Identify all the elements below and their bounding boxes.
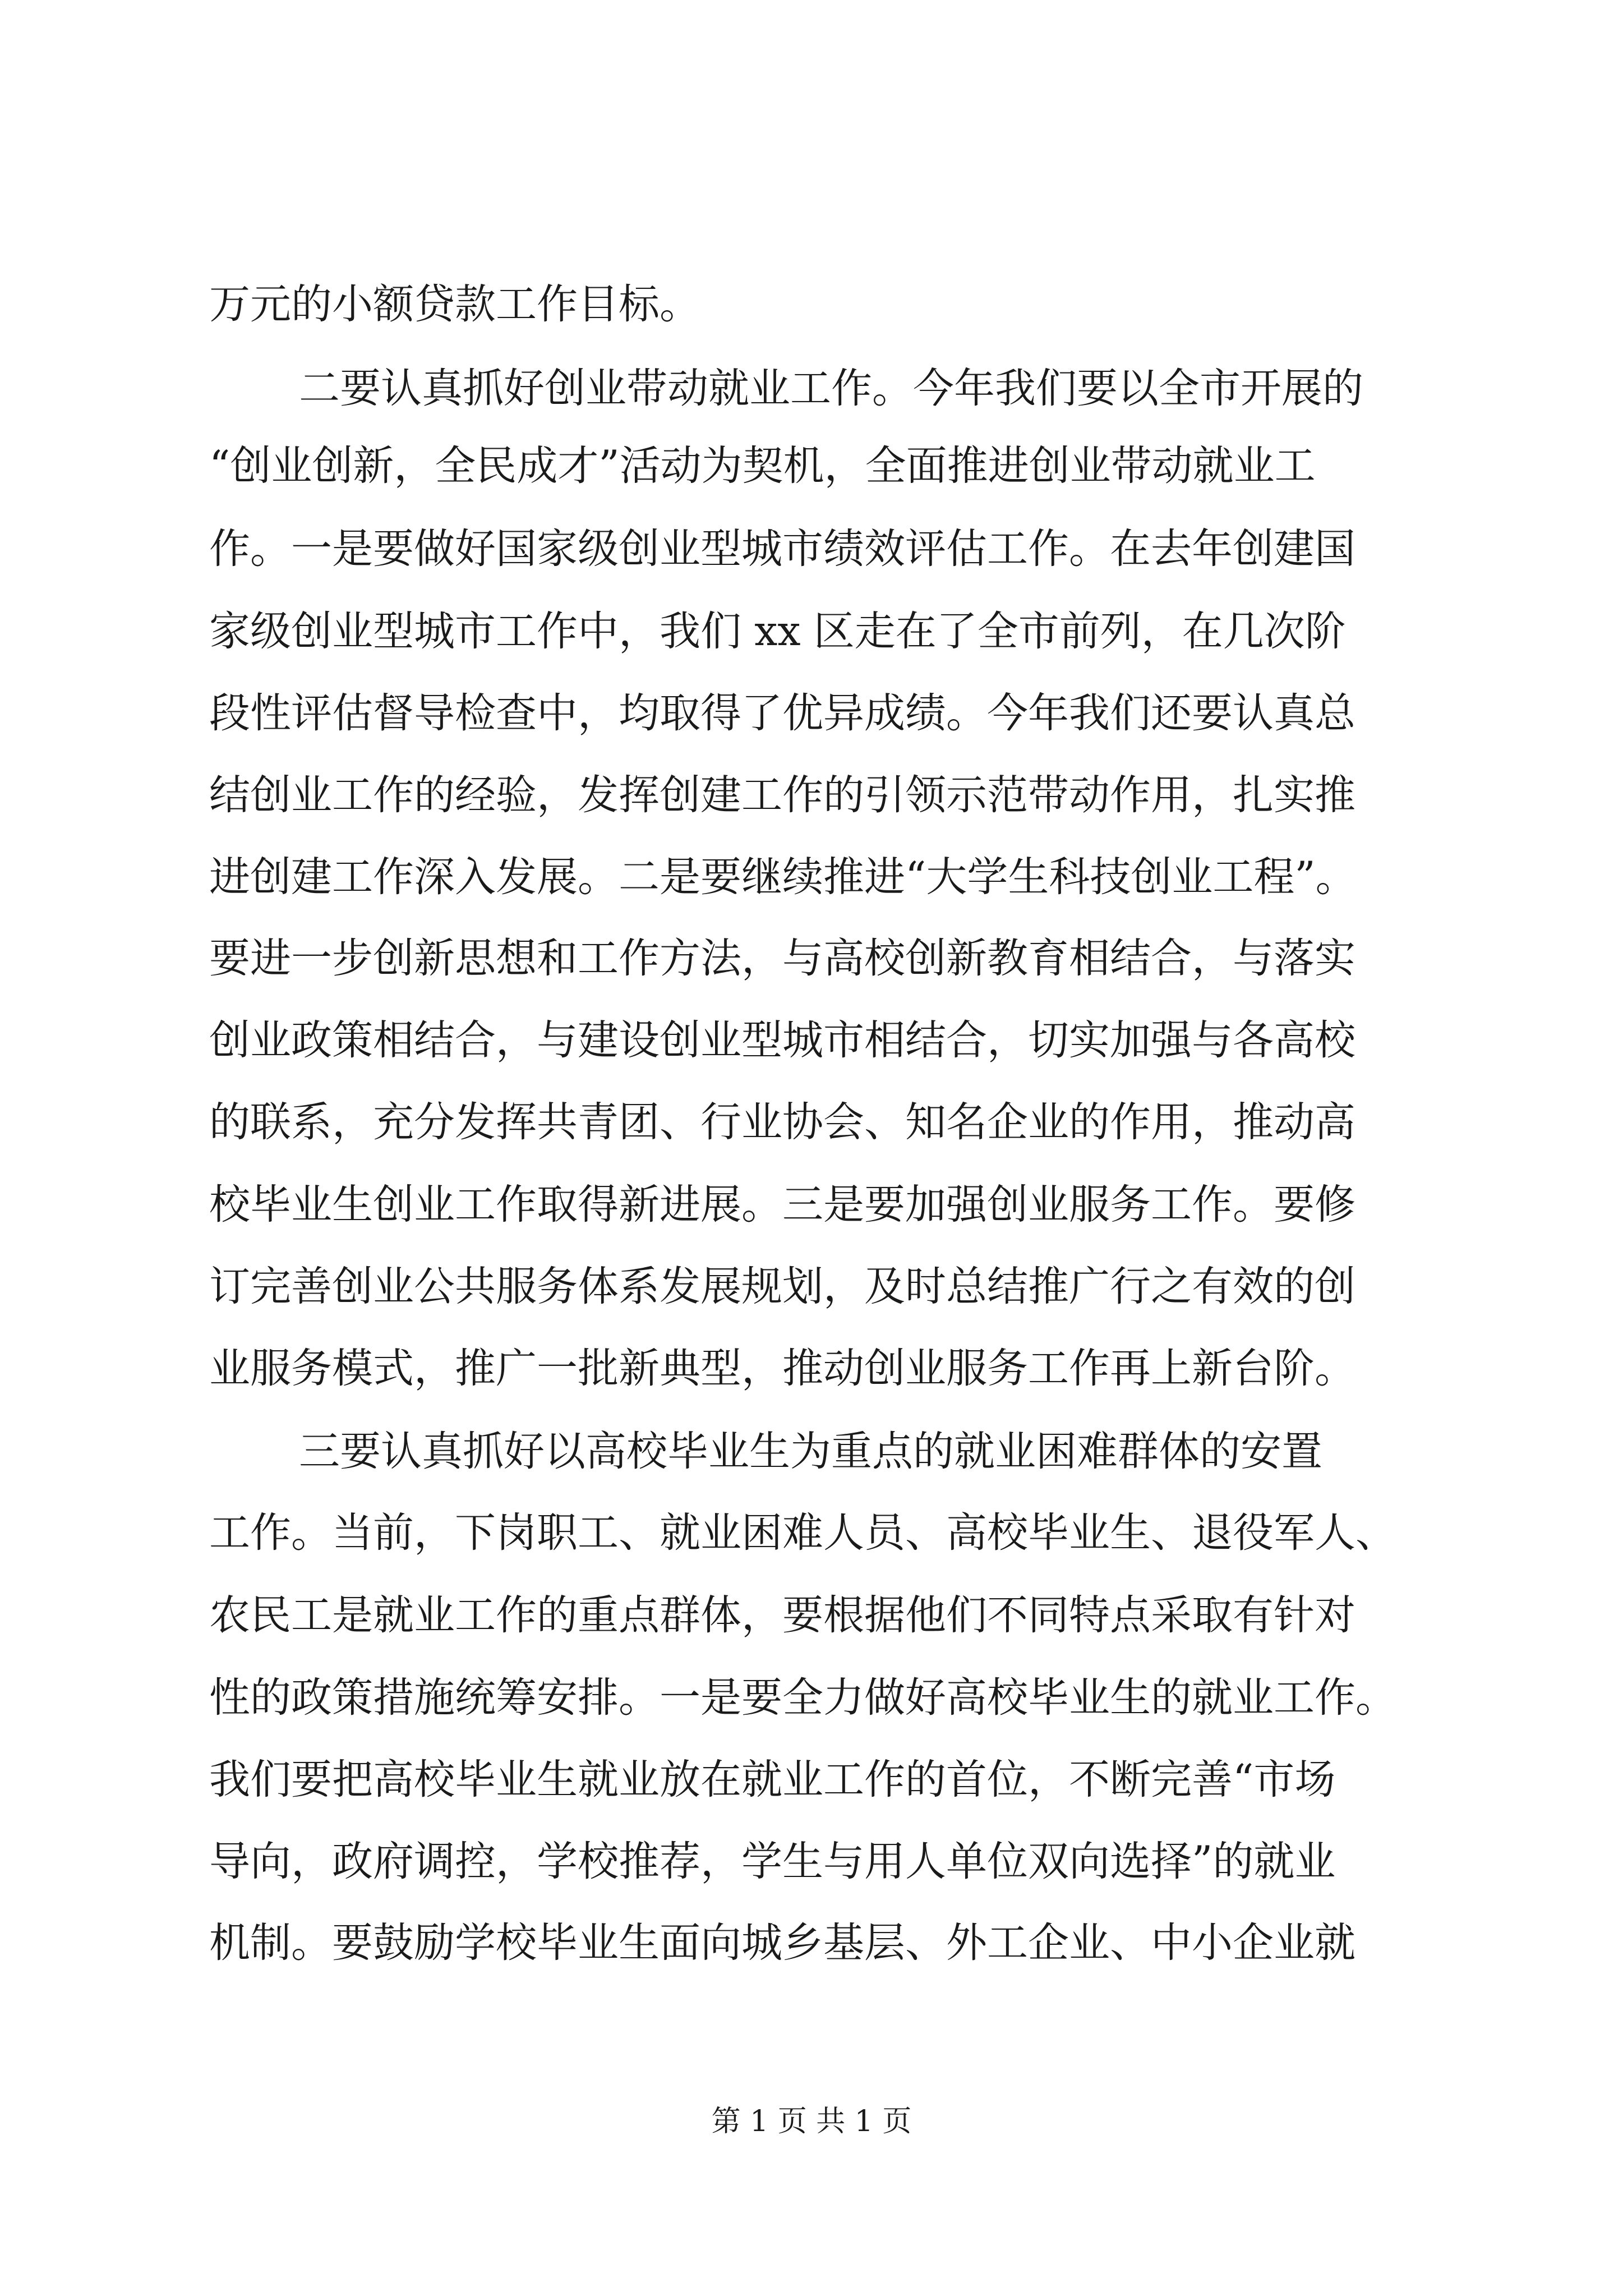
body-text-line: 校毕业生创业工作取得新进展。三是要加强创业服务工作。要修: [209, 1181, 1355, 1228]
body-text-line: 结创业工作的经验，发挥创建工作的引领示范带动作用，扎实推: [209, 771, 1355, 819]
body-text-line: 业服务模式，推广一批新典型，推动创业服务工作再上新台阶。: [209, 1345, 1355, 1392]
body-text-line: 创业政策相结合，与建设创业型城市相结合，切实加强与各高校: [209, 1016, 1355, 1064]
body-text-line: 三要认真抓好以高校毕业生为重点的就业困难群体的安置: [299, 1428, 1322, 1475]
page-footer: 第 1 页 共 1 页: [711, 2105, 912, 2138]
body-text-line: 要进一步创新思想和工作方法，与高校创新教育相结合，与落实: [209, 935, 1355, 982]
body-text-line: 作。一是要做好国家级创业型城市绩效评估工作。在去年创建国: [209, 525, 1355, 573]
body-text-line: 农民工是就业工作的重点群体，要根据他们不同特点采取有针对: [209, 1591, 1355, 1639]
body-text-line: 导向，政府调控，学校推荐，学生与用人单位双向选择”的就业: [209, 1838, 1336, 1885]
body-text-line: 万元的小额贷款工作目标。: [209, 280, 700, 328]
body-text-line: 二要认真抓好创业带动就业工作。今年我们要以全市开展的: [299, 365, 1363, 412]
body-text-line: 我们要把高校毕业生就业放在就业工作的首位，不断完善“市场: [209, 1756, 1336, 1803]
body-text-line: 性的政策措施统筹安排。一是要全力做好高校毕业生的就业工作。: [209, 1674, 1396, 1722]
body-text-line: 家级创业型城市工作中，我们 xx 区走在了全市前列，在几次阶: [209, 608, 1346, 655]
body-text-line: 段性评估督导检查中，均取得了优异成绩。今年我们还要认真总: [209, 689, 1355, 737]
body-text-line: “创业创新，全民成才”活动为契机，全面推进创业带动就业工: [209, 442, 1316, 490]
body-text-line: 机制。要鼓励学校毕业生面向城乡基层、外工企业、中小企业就: [209, 1919, 1355, 1967]
body-text-line: 订完善创业公共服务体系发展规划，及时总结推广行之有效的创: [209, 1263, 1355, 1310]
body-text-line: 工作。当前，下岗职工、就业困难人员、高校毕业生、退役军人、: [209, 1509, 1396, 1557]
body-text-line: 的联系，充分发挥共青团、行业协会、知名企业的作用，推动高: [209, 1098, 1355, 1146]
body-text-line: 进创建工作深入发展。二是要继续推进“大学生科技创业工程”。: [209, 853, 1357, 901]
